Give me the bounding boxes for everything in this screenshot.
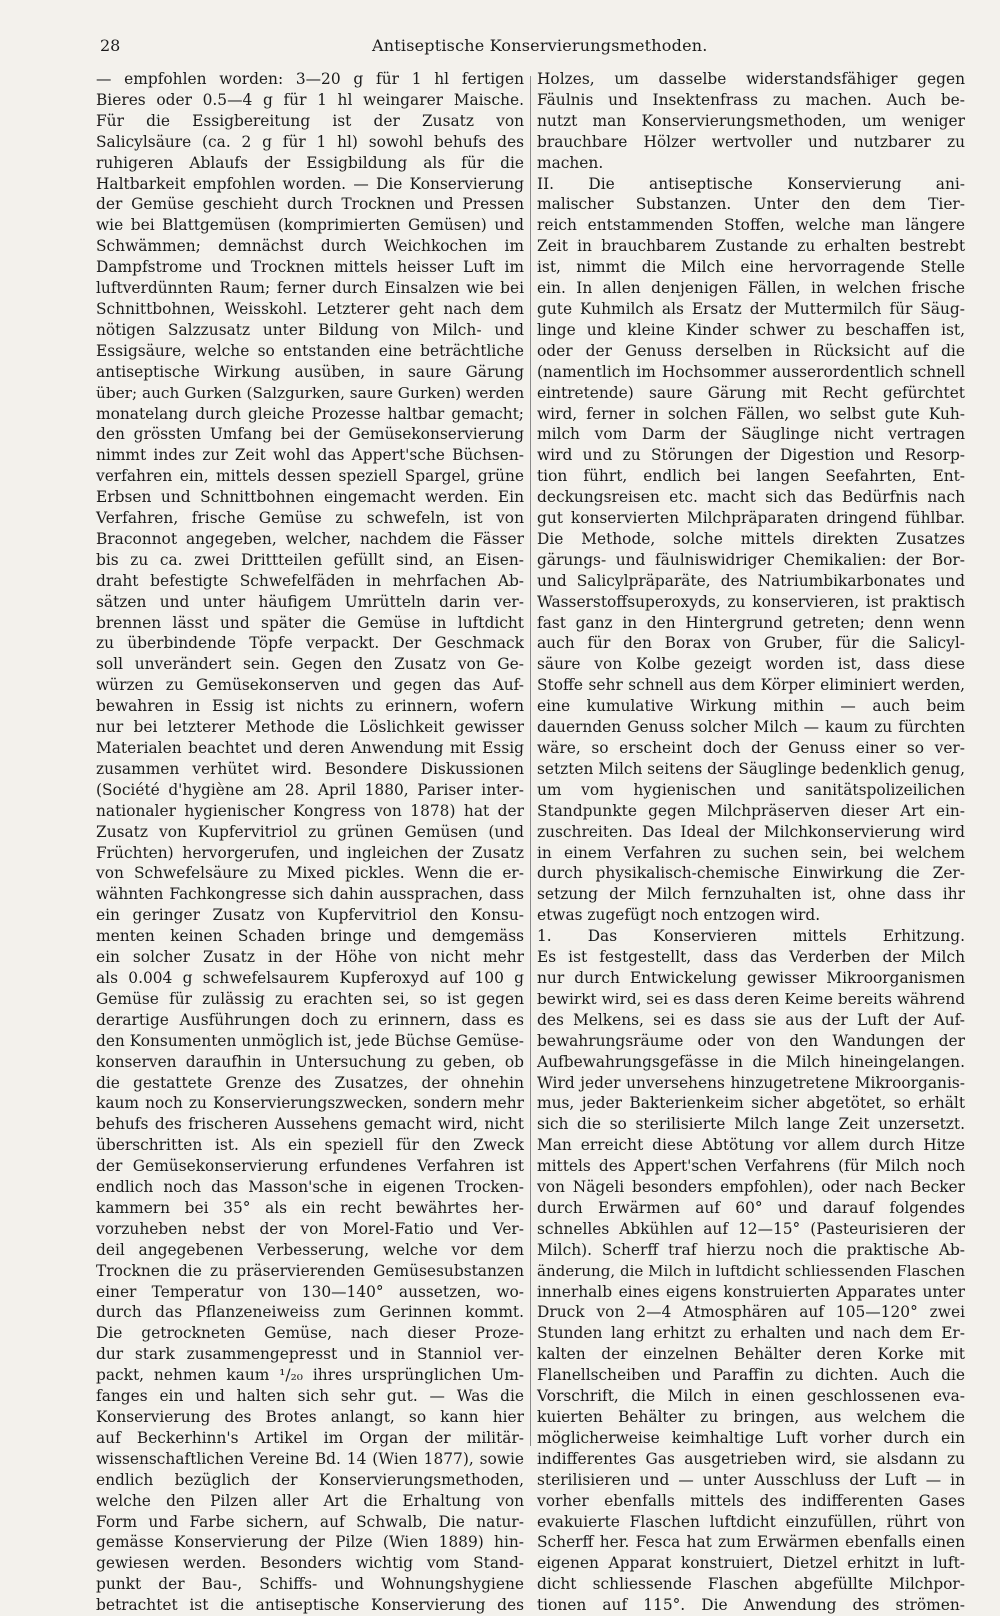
- text-line: nimmt indes zur Zeit wohl das Appert'sche Büchsen-: [96, 446, 524, 465]
- text-line: oder der Genuss derselben in Rücksicht auf die: [537, 341, 965, 360]
- text-line: auch für den Borax von Gruber, für die Salicyl-: [537, 634, 965, 653]
- text-line: derartige Ausführungen doch zu erinnern, dass es: [96, 1010, 524, 1029]
- text-line: antiseptische Wirkung ausüben, in saure Gärung: [96, 362, 524, 381]
- text-line: eine kumulative Wirkung mithin — auch beim: [537, 697, 965, 716]
- text-line: setzung der Milch fernzuhalten ist, ohne dass ihr: [537, 885, 965, 904]
- text-line: Schnittbohnen, Weisskohl. Letzterer geht nach dem: [96, 299, 524, 318]
- text-line: Erbsen und Schnittbohnen eingemacht werden. Ein: [96, 488, 524, 507]
- text-line: Stunden lang erhitzt zu erhalten und nach dem Er-: [537, 1324, 965, 1343]
- text-line: luftverdünnten Raum; ferner durch Einsalzen wie bei: [96, 279, 524, 298]
- text-line: tion führt, endlich bei langen Seefahrten, Ent-: [537, 467, 965, 486]
- text-line: dur stark zusammengepresst und in Stanniol ver-: [96, 1345, 524, 1364]
- text-line: malischer Substanzen. Unter den dem Tier-: [537, 195, 965, 214]
- text-line: Essigsäure, welche so entstanden eine beträchtliche: [96, 341, 524, 360]
- text-line: bewahrungsräume oder von den Wandungen der: [537, 1031, 965, 1050]
- text-line: von Nägeli besonders empfohlen), oder nach Becker: [537, 1178, 965, 1197]
- text-line: Die getrockneten Gemüse, nach dieser Proze-: [96, 1324, 524, 1343]
- right-text-column: [537, 69, 965, 1616]
- text-line: Schwämmen; demnächst durch Weichkochen im: [96, 237, 524, 256]
- text-line: wäre, so erscheint doch der Genuss einer so ver-: [537, 739, 965, 757]
- text-line: nur durch Entwickelung gewisser Mikroorganismen: [537, 968, 965, 987]
- text-line: welche den Pilzen aller Art die Erhaltung von: [96, 1491, 524, 1510]
- text-line: linge und kleine Kinder schwer zu beschaffen ist,: [537, 320, 965, 339]
- text-line: um vom hygienischen und sanitätspolizeilichen: [537, 780, 965, 799]
- text-line: monatelang durch gleiche Prozesse haltbar gemacht;: [96, 404, 524, 423]
- text-line: gärungs- und fäulniswidriger Chemikalien: der Bor-: [537, 550, 965, 569]
- text-line: zusammen verhütet wird. Besondere Diskussionen: [96, 759, 524, 778]
- text-line: als 0.004 g schwefelsaurem Kupferoxyd auf 100 g: [96, 968, 524, 987]
- text-line: Wird jeder unversehens hinzugetretene Mikroorganis-: [537, 1073, 965, 1092]
- text-line: — empfohlen worden: 3—20 g für 1 hl fertigen: [96, 70, 524, 88]
- text-line: der Gemüsekonservierung erfundenes Verfahren ist: [96, 1157, 524, 1176]
- text-line: Milch). Scherff traf hierzu noch die praktische Ab-: [537, 1240, 965, 1259]
- text-line: wird, ferner in solchen Fällen, wo selbst gute Kuh-: [537, 404, 965, 423]
- text-line: überschritten ist. Als ein speziell für den Zweck: [96, 1136, 524, 1155]
- text-line: Braconnot angegeben, welcher, nachdem die Fässer: [96, 529, 524, 548]
- text-line: kaum noch zu Konservierungszwecken, sondern mehr: [96, 1094, 524, 1113]
- text-line: nationaler hygienischer Kongress von 1878) hat der: [96, 801, 524, 820]
- text-line: brauchbare Hölzer wertvoller und nutzbarer zu: [537, 132, 965, 151]
- text-line: möglicherweise keimhaltige Luft vorher durch ein: [537, 1428, 965, 1447]
- text-line: deckungsreisen etc. macht sich das Bedürfnis nach: [537, 488, 965, 507]
- text-line: in einem Verfahren zu suchen sein, bei welchem: [537, 843, 965, 862]
- text-line: Für die Essigbereitung ist der Zusatz von: [96, 111, 524, 130]
- text-line: der Gemüse geschieht durch Trocknen und Pressen: [96, 195, 524, 214]
- text-line: Wasserstoffsuperoxyds, zu konservieren, ist praktisch: [537, 592, 965, 611]
- text-line: gewiesen werden. Besonders wichtig vom Stand-: [96, 1554, 524, 1573]
- text-line: zu überbindende Töpfe verpackt. Der Geschmack: [96, 634, 524, 653]
- text-line: evakuierte Flaschen luftdicht einzufüllen, rührt von: [537, 1512, 965, 1531]
- text-line: II. Die antiseptische Konservierung ani-: [537, 174, 965, 193]
- text-line: endlich bezüglich der Konservierungsmethoden,: [96, 1470, 524, 1489]
- text-line: Standpunkte gegen Milchpräserven dieser Art ein-: [537, 801, 965, 820]
- text-line: durch das Pflanzeneiweiss zum Gerinnen kommt.: [96, 1303, 524, 1322]
- text-line: Stoffe sehr schnell aus dem Körper eliminiert werden,: [537, 676, 965, 695]
- text-line: kuierten Behälter zu bringen, aus welchem die: [537, 1408, 965, 1426]
- text-line: den grössten Umfang bei der Gemüsekonservierung: [96, 425, 524, 444]
- text-line: durch Erwärmen auf 60° und darauf folgendes: [537, 1198, 965, 1217]
- text-line: nötigen Salzzusatz unter Bildung von Milch- und: [96, 320, 524, 339]
- text-line: kammern bei 35° als ein recht bewährtes her-: [96, 1198, 524, 1217]
- text-line: ruhigeren Ablaufs der Essigbildung als für die: [96, 153, 524, 172]
- text-line: und Salicylpräparäte, des Natriumbikarbonates und: [537, 571, 965, 590]
- text-line: wird und zu Störungen der Digestion und Resorp-: [537, 446, 965, 465]
- text-line: innerhalb eines eigens konstruierten Apparates unter: [537, 1282, 965, 1301]
- text-line: Früchten) hervorgerufen, und ingleichen der Zusatz: [96, 843, 524, 862]
- text-line: Zusatz von Kupfervitriol zu grünen Gemüsen (und: [96, 822, 524, 841]
- text-line: bis zu ca. zwei Drittteilen gefüllt sind, an Eisen-: [96, 550, 524, 569]
- left-text-column: [96, 69, 524, 1616]
- text-line: betrachtet ist die antiseptische Konservierung des: [96, 1596, 524, 1615]
- text-line: Scherff her. Fesca hat zum Erwärmen ebenfalls einen: [537, 1533, 965, 1552]
- text-line: sätzen und unter häufigem Umrütteln darin ver-: [96, 592, 524, 611]
- text-line: Konservierung des Brotes anlangt, so kann hier: [96, 1408, 524, 1426]
- text-line: wie bei Blattgemüsen (komprimierten Gemüsen) und: [96, 216, 524, 235]
- running-title: Antiseptische Konservierungsmethoden.: [372, 36, 708, 55]
- text-line: des Melkens, sei es dass sie aus der Luft der Auf-: [537, 1010, 965, 1029]
- text-line: draht befestigte Schwefelfäden in mehrfachen Ab-: [96, 571, 524, 590]
- text-line: etwas zugefügt noch entzogen wird.: [537, 906, 821, 925]
- text-line: gut konservierten Milchpräparaten dringend fühlbar.: [537, 509, 965, 528]
- text-line: ein solcher Zusatz in der Höhe von nicht mehr: [96, 948, 524, 967]
- text-line: von Schwefelsäure zu Mixed pickles. Wenn die er-: [96, 864, 524, 883]
- text-line: gute Kuhmilch als Ersatz der Muttermilch für Säug-: [537, 299, 965, 318]
- text-line: behufs des frischeren Aussehens gemacht wird, nicht: [96, 1115, 524, 1134]
- text-line: schnelles Abkühlen auf 12—15° (Pasteurisieren der: [537, 1219, 965, 1238]
- text-line: dicht schliessende Flaschen abgefüllte Milchpor-: [537, 1575, 965, 1594]
- text-line: (Société d'hygiène am 28. April 1880, Pariser inter-: [96, 780, 524, 799]
- text-line: mittels des Appert'schen Verfahrens (für Milch noch: [537, 1157, 965, 1176]
- text-line: Fäulnis und Insektenfrass zu machen. Auch be-: [537, 90, 965, 109]
- page-number: 28: [100, 36, 121, 55]
- text-line: eintretende) saure Gärung mit Recht gefürchtet: [537, 383, 965, 402]
- text-line: endlich noch das Masson'sche in eigenen Trocken-: [96, 1178, 524, 1197]
- text-line: Haltbarkeit empfohlen worden. — Die Konservierung: [96, 174, 524, 193]
- text-line: auf Beckerhinn's Artikel im Organ der militär-: [96, 1428, 524, 1447]
- text-line: fanges ein und halten sich sehr gut. — Was die: [96, 1387, 524, 1406]
- text-line: fast ganz in den Hintergrund getreten; denn wenn: [537, 613, 965, 632]
- text-line: Vorschrift, die Milch in einen geschlossenen eva-: [537, 1387, 965, 1406]
- text-line: 1. Das Konservieren mittels Erhitzung.: [537, 927, 965, 946]
- text-line: Druck von 2—4 Atmosphären auf 105—120° zwei: [537, 1303, 965, 1322]
- text-line: Salicylsäure (ca. 2 g für 1 hl) sowohl behufs des: [96, 132, 524, 151]
- text-line: menten keinen Schaden bringe und demgemäss: [96, 927, 524, 946]
- text-line: machen.: [537, 153, 604, 172]
- text-line: einer Temperatur von 130—140° aussetzen, wo-: [96, 1282, 524, 1301]
- text-line: kalten der einzelnen Behälter deren Korke mit: [537, 1345, 965, 1364]
- text-line: soll unverändert sein. Gegen den Zusatz von Ge-: [96, 655, 524, 674]
- text-line: mus, jeder Bakterienkeim sicher abgetötet, so erhält: [537, 1094, 965, 1113]
- text-line: vorzuheben nebst der von Morel-Fatio und Ver-: [96, 1219, 524, 1238]
- page-header: [100, 36, 970, 62]
- text-line: punkt der Bau-, Schiffs- und Wohnungshygiene: [96, 1575, 524, 1594]
- text-line: Zeit in brauchbarem Zustande zu erhalten bestrebt: [537, 237, 965, 256]
- text-line: (namentlich im Hochsommer ausserordentlich schnell: [537, 362, 965, 381]
- text-line: brennen lässt und später die Gemüse in luftdicht: [96, 613, 524, 632]
- text-line: packt, nehmen kaum ¹/₂₀ ihres ursprünglichen Um-: [96, 1366, 524, 1385]
- text-line: durch physikalisch-chemische Einwirkung die Zer-: [537, 864, 965, 883]
- text-line: änderung, die Milch in luftdicht schliessenden Flaschen: [537, 1261, 965, 1280]
- text-line: reich entstammenden Stoffen, welche man längere: [537, 216, 965, 235]
- text-line: Dampfstrome und Trocknen mittels heisser Luft im: [96, 258, 524, 277]
- text-line: bewahren in Essig ist nichts zu erinnern, wofern: [96, 697, 524, 716]
- text-line: Man erreicht diese Abtötung vor allem durch Hitze: [537, 1136, 965, 1155]
- text-line: sich die so sterilisierte Milch lange Zeit unzersetzt.: [537, 1115, 965, 1134]
- text-line: sterilisieren und — unter Ausschluss der Luft — in: [537, 1470, 965, 1489]
- text-line: vorher ebenfalls mittels des indifferenten Gases: [537, 1491, 965, 1510]
- text-line: eigenen Apparat konstruiert, Dietzel erhitzt in luft-: [537, 1554, 965, 1573]
- text-line: wähnten Fachkongresse sich dahin aussprachen, dass: [96, 885, 524, 904]
- text-line: nutzt man Konservierungsmethoden, um weniger: [537, 111, 965, 130]
- text-line: Die Methode, solche mittels direkten Zusatzes: [537, 529, 965, 548]
- text-line: Gemüse für zulässig zu erachten sei, so ist gegen: [96, 989, 524, 1008]
- text-line: ist, nimmt die Milch eine hervorragende Stelle: [537, 258, 965, 277]
- text-line: wissenschaftlichen Vereine Bd. 14 (Wien 1877), sowie: [96, 1449, 524, 1468]
- text-line: dauernden Genuss solcher Milch — kaum zu fürchten: [537, 718, 965, 737]
- text-line: über; auch Gurken (Salzgurken, saure Gurken) werden: [96, 383, 525, 402]
- text-line: deil angegebenen Verbesserung, welche vor dem: [96, 1240, 524, 1259]
- text-line: Aufbewahrungsgefässe in die Milch hineingelangen.: [537, 1052, 965, 1071]
- text-line: Trocknen die zu präservierenden Gemüsesubstanzen: [96, 1261, 524, 1280]
- column-divider: [530, 76, 531, 1446]
- text-line: Flanellscheiben und Paraffin zu dichten. Auch die: [537, 1366, 965, 1385]
- text-line: indifferentes Gas ausgetrieben wird, sie alsdann zu: [537, 1449, 965, 1468]
- text-line: Bieres oder 0.5—4 g für 1 hl weingarer Maische.: [96, 90, 524, 109]
- text-line: würzen zu Gemüsekonserven und gegen das Auf-: [96, 676, 524, 695]
- text-line: verfahren ein, mittels dessen speziell Spargel, grüne: [96, 467, 524, 486]
- text-line: milch vom Darm der Säuglinge nicht vertragen: [537, 425, 965, 444]
- text-line: säure von Kolbe gezeigt worden ist, dass diese: [537, 655, 965, 674]
- text-line: konserven daraufhin in Untersuchung zu geben, ob: [96, 1052, 524, 1071]
- text-line: tionen auf 115°. Die Anwendung des strömen-: [537, 1596, 965, 1615]
- text-line: Holzes, um dasselbe widerstandsfähiger gegen: [537, 70, 965, 88]
- text-line: bewirkt wird, sei es dass deren Keime bereits während: [537, 989, 965, 1008]
- text-line: setzten Milch seitens der Säuglinge bedenklich genug,: [537, 759, 965, 778]
- text-line: zuschreiten. Das Ideal der Milchkonservierung wird: [537, 822, 965, 841]
- text-line: Form und Farbe sichern, auf Schwalb, Die natur-: [96, 1512, 524, 1531]
- text-line: nur bei letzterer Methode die Löslichkeit gewisser: [96, 718, 524, 737]
- text-line: gemässe Konservierung der Pilze (Wien 1889) hin-: [96, 1533, 524, 1552]
- text-line: die gestattete Grenze des Zusatzes, der ohnehin: [96, 1073, 524, 1092]
- text-line: ein geringer Zusatz von Kupfervitriol den Konsu-: [96, 906, 524, 925]
- text-line: ein. In allen denjenigen Fällen, in welchen frische: [537, 279, 965, 298]
- text-line: Verfahren, frische Gemüse zu schwefeln, ist von: [96, 509, 524, 528]
- text-line: den Konsumenten unmöglich ist, jede Büchse Gemüse-: [96, 1031, 524, 1050]
- text-line: Materialen beachtet und deren Anwendung mit Essig: [96, 739, 524, 757]
- text-line: Es ist festgestellt, dass das Verderben der Milch: [537, 948, 965, 967]
